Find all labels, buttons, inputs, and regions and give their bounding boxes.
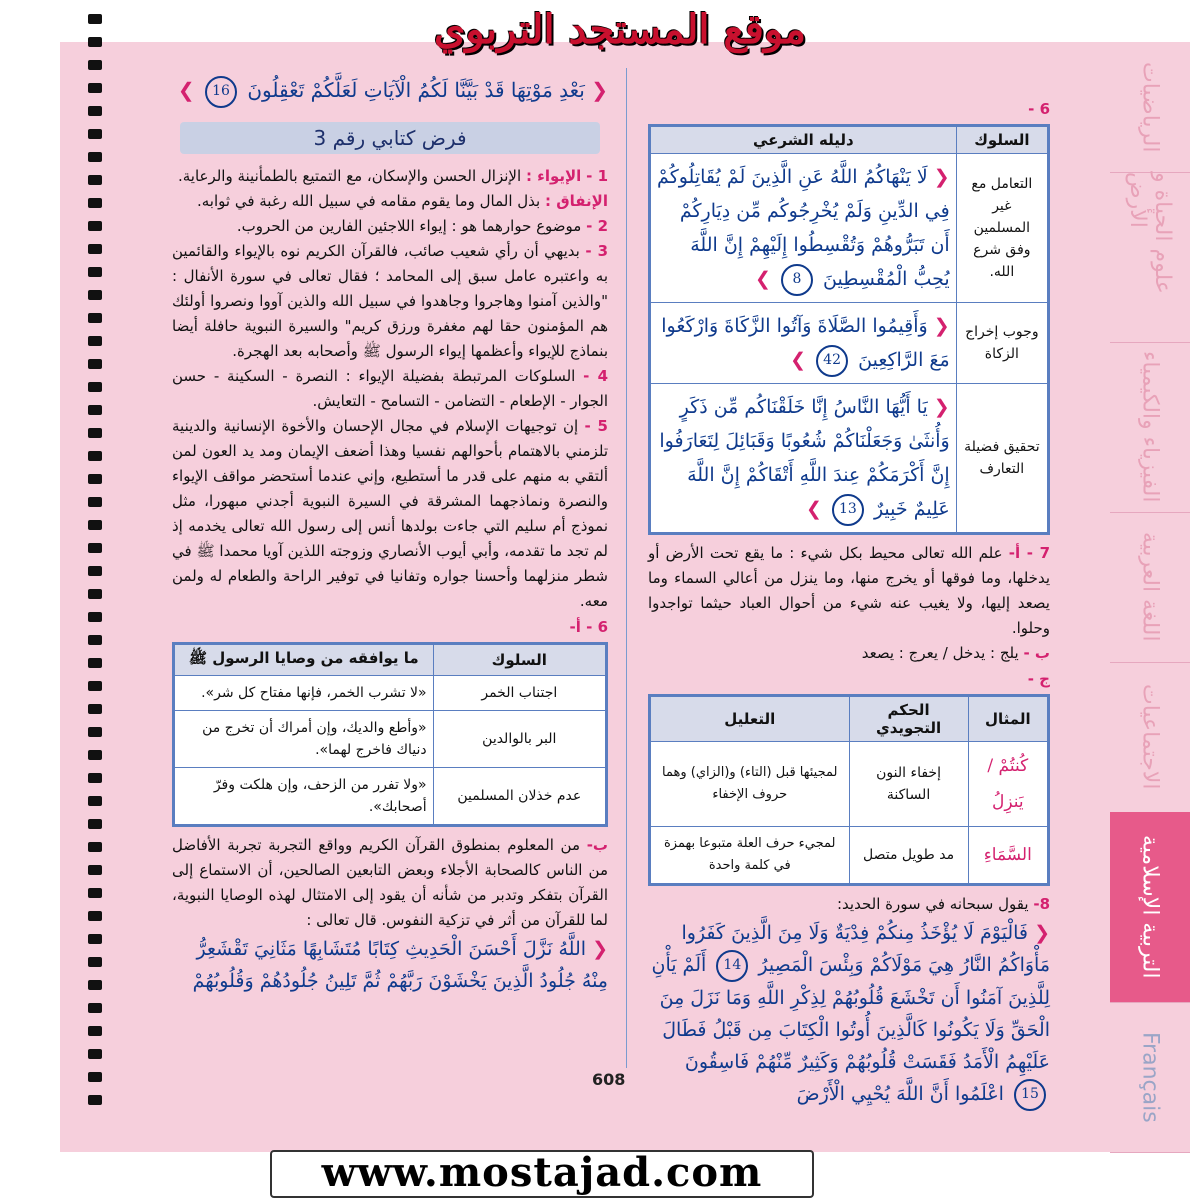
closing-ayah-text: اللَّهُ نَزَّلَ أَحْسَنَ الْحَدِيثِ كِتَابًا مُتَشَابِهًا مَثَانِيَ تَقْشَعِرُّ مِنْهُ جُلُودُ الَّذِينَ يَخْشَوْنَ رَبَّهُمْ ثُمَّ تَلِينُ جُلُودُهُمْ وَقُلُوبُهُمْ — [192, 938, 608, 992]
binding-hole — [88, 842, 102, 852]
binding-hole — [88, 543, 102, 553]
tajweed-table — [648, 694, 1050, 886]
binding-hole — [88, 83, 102, 93]
tab-math[interactable]: الرياضيات — [1110, 42, 1190, 173]
spiral-binding — [84, 0, 110, 1140]
binding-hole — [88, 658, 102, 668]
behavior-cell: البر بالوالدين — [433, 711, 605, 768]
definition: بذل المال وما يقوم مقامه في سبيل الله رغبة في ثوابه. — [196, 192, 541, 210]
answer-text: يقول سبحانه في سورة الحديد: — [837, 895, 1029, 913]
binding-hole — [88, 405, 102, 415]
ayah-text: يَا أَيُّهَا النَّاسُ إِنَّا خَلَقْنَاكُم مِّن ذَكَرٍ وَأُنثَىٰ وَجَعَلْنَاكُمْ شُعُوبًا وَقَبَائِلَ لِتَعَارَفُوا إِنَّ أَكْرَمَكُمْ عِندَ اللَّهِ أَتْقَاكُمْ إِنَّ اللَّهَ عَلِيمٌ خَبِيرٌ — [659, 396, 950, 520]
evidence-cell: ❮ وَأَقِيمُوا الصَّلَاةَ وَآتُوا الزَّكَاةَ وَارْكَعُوا مَعَ الرَّاكِعِينَ 42 ❯ — [651, 303, 957, 384]
table-row — [651, 303, 1048, 384]
answer-number: 4 - — [583, 367, 608, 385]
answer-number: 3 - — [585, 242, 608, 260]
answer-text: علم الله تعالى محيط بكل شيء : ما يقع تحت الأرض أو يدخلها، وما فوقها أو يخرج منها، وما ينزل من أعالي السماء وما يصعد إليها، ولا يغيب عنه شيء من أحوال العباد حيثما تواجدوا وحلوا. — [648, 544, 1050, 637]
top-ayah-text: بَعْدِ مَوْتِهَا قَدْ بَيَّنَّا لَكُمُ الْآيَاتِ لَعَلَّكُمْ تَعْقِلُونَ — [247, 78, 585, 102]
binding-hole — [88, 152, 102, 162]
binding-hole — [88, 336, 102, 346]
term: الإنفاق : — [544, 192, 608, 210]
binding-hole — [88, 221, 102, 231]
binding-hole — [88, 244, 102, 254]
ayah-number: 15 — [1014, 1079, 1046, 1111]
binding-hole — [88, 497, 102, 507]
hadith-cell: «لا تشرب الخمر، فإنها مفتاح كل شر». — [175, 676, 434, 711]
table-header-evidence: دليله الشرعي — [651, 127, 957, 154]
binding-hole — [88, 198, 102, 208]
binding-hole — [88, 1049, 102, 1059]
table-header-behavior: السلوك — [433, 645, 605, 676]
hadith-cell: «ولا تفرر من الزحف، وإن هلكت وفرّ أصحابك». — [175, 768, 434, 825]
binding-hole — [88, 1026, 102, 1036]
column-divider — [626, 68, 627, 1068]
answer-7c-label: ج - — [1027, 670, 1050, 688]
table-row — [175, 711, 606, 768]
table-row — [651, 827, 1048, 884]
ayah-number: 42 — [816, 345, 848, 377]
binding-hole — [88, 589, 102, 599]
table-row — [175, 768, 606, 825]
behavior-cell: عدم خذلان المسلمين — [433, 768, 605, 825]
binding-hole — [88, 1003, 102, 1013]
definition: الإنزال الحسن والإسكان، مع التمتيع بالطمأنينة والرعاية. — [177, 167, 522, 185]
binding-hole — [88, 451, 102, 461]
term: الإيواء : — [525, 167, 582, 185]
closing-ayah: ❮ اللَّهُ نَزَّلَ أَحْسَنَ الْحَدِيثِ كِتَابًا مُتَشَابِهًا مَثَانِيَ تَقْشَعِرُّ مِنْهُ جُلُودُ الَّذِينَ يَخْشَوْنَ رَبَّهُمْ ثُمَّ تَلِينُ جُلُودُهُمْ وَقُلُوبُهُمْ — [192, 938, 608, 992]
ayah-text: فَالْيَوْمَ لَا يُؤْخَذُ مِنكُمْ فِدْيَةٌ وَلَا مِنَ الَّذِينَ كَفَرُوا مَأْوَاكُمُ النَّارُ هِيَ مَوْلَاكُمْ وَبِئْسَ الْمَصِيرُ — [681, 922, 1050, 976]
example-cell: كُنتُمْ / يَنزِلُ — [968, 742, 1047, 827]
binding-hole — [88, 106, 102, 116]
right-column — [648, 96, 1050, 1111]
binding-hole — [88, 888, 102, 898]
table-header-hadith: ما يوافقه من وصايا الرسول ﷺ — [175, 645, 434, 676]
tab-french[interactable]: Français — [1110, 1002, 1190, 1153]
binding-hole — [88, 60, 102, 70]
binding-hole — [88, 290, 102, 300]
ayah-text: وَأَقِيمُوا الصَّلَاةَ وَآتُوا الزَّكَاةَ وَارْكَعُوا مَعَ الرَّاكِعِينَ — [661, 315, 950, 371]
table-header-example: المثال — [968, 697, 1047, 742]
table-header-rule: الحكم التجويدي — [849, 697, 968, 742]
binding-hole — [88, 37, 102, 47]
binding-hole — [88, 773, 102, 783]
answer-number: ب - — [1023, 644, 1050, 662]
answer-text: من المعلوم بمنطوق القرآن الكريم وواقع التجربة تجربة الأفاضل من الناس كالصحابة الأجلاء وبعض التابعين الصالحين، أن الاستماع إلى القرآن بتفكر وتدبر من شأنه أن يقود إلى الامتثال لهذه الوصايا النبوية، لما للقرآن من أثر في تزكية النفوس. قال تعالى : — [172, 836, 608, 929]
site-url[interactable] — [270, 1150, 814, 1198]
answer-text: موضوع حوارهما هو : إيواء اللاجئين الفارين من الحروب. — [236, 217, 582, 235]
table-header-reason: التعليل — [651, 697, 850, 742]
example-cell: السَّمَاءِ — [968, 827, 1047, 884]
table-header-behavior: السلوك — [956, 127, 1047, 154]
subject-tabs — [1110, 42, 1190, 1152]
answer-3 — [172, 239, 608, 364]
binding-hole — [88, 520, 102, 530]
binding-hole — [88, 313, 102, 323]
evidence-table — [648, 124, 1050, 535]
answer-number: ب- — [586, 836, 608, 854]
answer-7b — [648, 641, 1050, 666]
binding-hole — [88, 566, 102, 576]
answer-text: يلج : يدخل / يعرج : يصعد — [861, 644, 1019, 662]
binding-hole — [88, 681, 102, 691]
ayah-number: 8 — [781, 264, 813, 296]
table-row — [651, 742, 1048, 827]
behavior-cell: تحقيق فضيلة التعارف — [956, 384, 1047, 533]
binding-hole — [88, 14, 102, 24]
tab-social-studies[interactable]: الاجتماعيات — [1110, 662, 1190, 813]
binding-hole — [88, 635, 102, 645]
answer-5 — [172, 414, 608, 614]
tab-life-earth-science[interactable]: علوم الحياة و الأرض — [1110, 172, 1190, 343]
site-banner: موقع المستجد التربوي — [434, 6, 806, 53]
binding-hole — [88, 704, 102, 714]
answer-text: بديهي أن رأي شعيب صائب، فالقرآن الكريم نوه بالإيواء والقائمين به واعتبره عامل سبق إلى المحامد ؛ فقال تعالى في سورة الأنفال : "والذين آمنوا وهاجروا وجاهدوا في سبيل الله والذين آووا ونصروا أولئك هم المؤمنون حقا لهم مغفرة ورزق كريم" والسيرة النبوية حافلة أيضا بنماذج للإيواء وأعظمها إيواء الرسول ﷺ وأصحابه بعد الهجرة. — [172, 242, 608, 360]
table-row — [651, 384, 1048, 533]
hadith-table — [172, 642, 608, 827]
binding-hole — [88, 428, 102, 438]
tab-arabic[interactable]: اللغة العربية — [1110, 512, 1190, 663]
answer-2 — [172, 214, 608, 239]
binding-hole — [88, 129, 102, 139]
answer-6b — [172, 833, 608, 933]
table-row — [651, 154, 1048, 303]
tab-islamic-education[interactable]: التربية الإسلامية — [1110, 812, 1190, 1003]
answer-8 — [648, 892, 1050, 917]
binding-hole — [88, 382, 102, 392]
ayah-text: أَلَمْ يَأْنِ لِلَّذِينَ آمَنُوا أَن تَخْشَعَ قُلُوبُهُمْ لِذِكْرِ اللَّهِ وَمَا نَزَلَ مِنَ الْحَقِّ وَلَا يَكُونُوا كَالَّذِينَ أُوتُوا الْكِتَابَ مِن قَبْلُ فَطَالَ عَلَيْهِمُ الْأَمَدُ فَقَسَتْ قُلُوبُهُمْ وَكَثِيرٌ مِّنْهُمْ فَاسِقُونَ — [651, 954, 1050, 1073]
binding-hole — [88, 175, 102, 185]
behavior-cell: اجتناب الخمر — [433, 676, 605, 711]
ayah-text: اعْلَمُوا أَنَّ اللَّهَ يُحْيِي الْأَرْضَ — [796, 1083, 1004, 1105]
top-ayah: ❮ بَعْدِ مَوْتِهَا قَدْ بَيَّنَّا لَكُمُ الْآيَاتِ لَعَلَّكُمْ تَعْقِلُونَ 16 ❯ — [172, 72, 608, 108]
binding-hole — [88, 727, 102, 737]
rule-cell: إخفاء النون الساكنة — [849, 742, 968, 827]
question-6-label: 6 - — [1028, 100, 1050, 118]
binding-hole — [88, 796, 102, 806]
reason-cell: لمجيء حرف العلة متبوعا بهمزة في كلمة واحدة — [651, 827, 850, 884]
site-url-text: www.mostajad.com — [321, 1149, 763, 1196]
binding-hole — [88, 911, 102, 921]
answer-6-label: 6 - أ- — [569, 618, 608, 636]
ayah-number: 16 — [205, 76, 237, 108]
answer-number: 1 - — [586, 167, 608, 185]
answer-text: السلوكات المرتبطة بفضيلة الإيواء : النصرة - السكينة - حسن الجوار - الإطعام - التضامن - التسامح - التعايش. — [172, 367, 608, 410]
rule-cell: مد طويل متصل — [849, 827, 968, 884]
behavior-cell: وجوب إخراج الزكاة — [956, 303, 1047, 384]
answer-number: 8- — [1033, 895, 1050, 913]
binding-hole — [88, 359, 102, 369]
answer-number: 7 - أ- — [1008, 544, 1051, 562]
binding-hole — [88, 1072, 102, 1082]
binding-hole — [88, 612, 102, 622]
reason-cell: لمجيئها قبل (التاء) و(الزاي) وهما حروف الإخفاء — [651, 742, 850, 827]
exam-heading: فرض كتابي رقم 3 — [180, 122, 600, 154]
answer-number: 5 - — [584, 417, 608, 435]
evidence-cell: ❮ لَا يَنْهَاكُمُ اللَّهُ عَنِ الَّذِينَ لَمْ يُقَاتِلُوكُمْ فِي الدِّينِ وَلَمْ يُخْرِجُوكُم مِّن دِيَارِكُمْ أَن تَبَرُّوهُمْ وَتُقْسِطُوا إِلَيْهِمْ إِنَّ اللَّهَ يُحِبُّ الْمُقْسِطِينَ 8 ❯ — [651, 154, 957, 303]
binding-hole — [88, 267, 102, 277]
answer-text: إن توجيهات الإسلام في مجال الإحسان والأخوة الإنسانية والدينية تلزمني بالاهتمام بأحوالهم نفسيا وهذا أضعف الإيمان ومد يد العون لمن ألتقي به منهم على قدر ما أستطيع، وإني عندما أستحضر مواقف الإيواء والنصرة ونماذجهما المشرقة في السيرة النبوية أجدني مبهورا، مثل نموذج أم سليم التي جاءت بولدها أنس إلى رسول الله تعالى يخدمه إذ لم تجد ما تقدمه، وأبي أيوب الأنصاري وزوجته اللذين آويا محمدا ﷺ في شطر منزلهما وأحسنا جواره وتفانيا في توفير الراحة والطعام له ولمن معه. — [172, 417, 608, 610]
page-number: 608 — [592, 1070, 626, 1089]
ayah-text: لَا يَنْهَاكُمُ اللَّهُ عَنِ الَّذِينَ لَمْ يُقَاتِلُوكُمْ فِي الدِّينِ وَلَمْ يُخْرِجُوكُم مِّن دِيَارِكُمْ أَن تَبَرُّوهُمْ وَتُقْسِطُوا إِلَيْهِمْ إِنَّ اللَّهَ يُحِبُّ الْمُقْسِطِينَ — [657, 166, 950, 290]
binding-hole — [88, 474, 102, 484]
hadid-ayah: ❮ فَالْيَوْمَ لَا يُؤْخَذُ مِنكُمْ فِدْيَةٌ وَلَا مِنَ الَّذِينَ كَفَرُوا مَأْوَاكُمُ النَّارُ هِيَ مَوْلَاكُمْ وَبِئْسَ الْمَصِيرُ 14 أَلَمْ يَأْنِ لِلَّذِينَ آمَنُوا أَن تَخْشَعَ قُلُوبُهُمْ لِذِكْرِ اللَّهِ وَمَا نَزَلَ مِنَ الْحَقِّ وَلَا يَكُونُوا كَالَّذِينَ أُوتُوا الْكِتَابَ مِن قَبْلُ فَطَالَ عَلَيْهِمُ الْأَمَدُ فَقَسَتْ قُلُوبُهُمْ وَكَثِيرٌ مِّنْهُمْ فَاسِقُونَ 15 اعْلَمُوا أَنَّ اللَّهَ يُحْيِي الْأَرْضَ — [648, 917, 1050, 1111]
binding-hole — [88, 980, 102, 990]
hadith-cell: «وأطع والديك، وإن أمراك أن تخرج من دنياك فاخرج لهما». — [175, 711, 434, 768]
left-column — [172, 72, 608, 997]
answer-1b — [172, 189, 608, 214]
table-row — [175, 676, 606, 711]
binding-hole — [88, 750, 102, 760]
binding-hole — [88, 957, 102, 967]
binding-hole — [88, 1095, 102, 1105]
evidence-cell: ❮ يَا أَيُّهَا النَّاسُ إِنَّا خَلَقْنَاكُم مِّن ذَكَرٍ وَأُنثَىٰ وَجَعَلْنَاكُمْ شُعُوبًا وَقَبَائِلَ لِتَعَارَفُوا إِنَّ أَكْرَمَكُمْ عِندَ اللَّهِ أَتْقَاكُمْ إِنَّ اللَّهَ عَلِيمٌ خَبِيرٌ 13 ❯ — [651, 384, 957, 533]
behavior-cell: التعامل مع غير المسلمين وفق شرع الله. — [956, 154, 1047, 303]
ayah-number: 14 — [716, 950, 748, 982]
ayah-number: 13 — [832, 494, 864, 526]
answer-1 — [172, 164, 608, 189]
answer-7 — [648, 541, 1050, 641]
binding-hole — [88, 934, 102, 944]
tab-physics-chemistry[interactable]: الفيزياء والكيمياء — [1110, 342, 1190, 513]
answer-4 — [172, 364, 608, 414]
binding-hole — [88, 865, 102, 875]
answer-number: 2 - — [586, 217, 608, 235]
binding-hole — [88, 819, 102, 829]
